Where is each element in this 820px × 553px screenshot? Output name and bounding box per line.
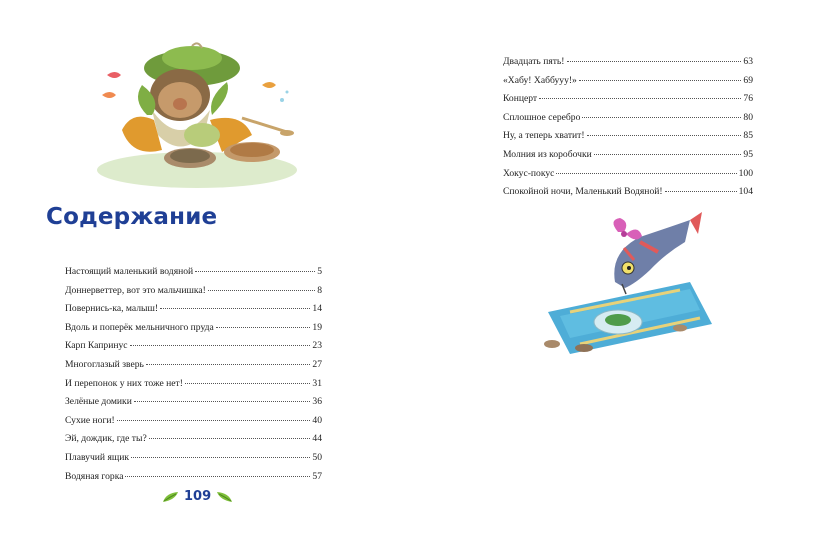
toc-entry[interactable] [65,285,322,304]
toc-entry-title: Хокус-покус [503,167,555,179]
toc-entry[interactable] [65,303,322,322]
toc-entry[interactable] [503,130,753,149]
toc-entry-title: Повернись-ка, малыш! [65,303,159,315]
page-number-value: 109 [184,489,212,504]
toc-entry-title: Карп Капринус [65,340,128,352]
dot-leader [587,135,742,136]
toc-entry-title: Плавучий ящик [65,451,130,463]
toc-entry[interactable] [65,452,322,471]
toc-entry[interactable] [503,186,753,205]
contents-heading: Содержание [46,204,218,230]
leaf-icon [215,491,233,503]
toc-entry-title: Сплошное серебро [503,111,581,123]
toc-entry-page: 31 [312,377,322,389]
toc-entry[interactable] [65,322,322,341]
dot-leader [567,61,742,62]
toc-entry[interactable] [65,433,322,452]
toc-entry-title: Эй, дождик, где ты? [65,433,147,445]
dot-leader [539,98,741,99]
toc-entry-title: Зелёные домики [65,396,132,408]
toc-entry[interactable] [503,93,753,112]
toc-entry-title: «Хабу! Хаббууу!» [503,74,577,86]
toc-left-column [65,266,322,489]
toc-entry-title: Ну, а теперь хватит! [503,130,585,142]
dot-leader [556,173,736,174]
toc-entry-page: 76 [743,93,753,105]
toc-entry-title: Сухие ноги! [65,414,115,426]
toc-entry[interactable] [65,415,322,434]
toc-entry-page: 80 [743,111,753,123]
toc-entry[interactable] [503,149,753,168]
toc-entry-title: Концерт [503,93,538,105]
page-number [162,489,233,504]
dot-leader [160,308,310,309]
toc-entry-page: 40 [312,414,322,426]
toc-entry-title: Двадцать пять! [503,56,565,67]
dot-leader [130,345,311,346]
toc-entry-title: Доннерветтер, вот это мальчишка! [65,284,206,296]
toc-entry[interactable] [503,112,753,131]
toc-entry-page: 57 [312,470,322,482]
toc-entry-title: Вдоль и поперёк мельничного пруда [65,321,214,333]
water-man-illustration [92,40,297,190]
toc-entry-page: 27 [312,358,322,370]
toc-entry[interactable] [65,266,322,285]
toc-entry-title: Настоящий маленький водяной [65,266,194,277]
dot-leader [185,383,310,384]
toc-entry-page: 50 [312,451,322,463]
toc-entry-title: Водяная горка [65,470,124,482]
toc-entry-page: 95 [743,148,753,160]
toc-entry-page: 44 [312,433,322,445]
toc-entry-page: 36 [312,396,322,408]
dot-leader [195,271,315,272]
toc-entry[interactable] [503,56,753,75]
toc-entry-page: 14 [312,303,322,315]
toc-entry-title: Спокойной ночи, Маленький Водяной! [503,186,663,198]
dot-leader [594,154,742,155]
toc-entry[interactable] [65,471,322,490]
toc-entry[interactable] [503,168,753,187]
toc-entry[interactable] [503,75,753,94]
dot-leader [117,420,311,421]
toc-entry-page: 85 [743,130,753,142]
toc-entry-page: 8 [317,284,322,296]
toc-entry-page: 63 [743,56,753,67]
toc-entry-title: Молния из коробочки [503,148,592,160]
toc-entry-page: 69 [743,74,753,86]
toc-entry-page: 23 [312,340,322,352]
dot-leader [134,401,311,402]
toc-entry[interactable] [65,396,322,415]
toc-entry[interactable] [65,359,322,378]
toc-entry-page: 19 [312,321,322,333]
dot-leader [131,457,310,458]
fish-with-bow-illustration [540,212,720,362]
toc-entry[interactable] [65,340,322,359]
dot-leader [582,117,741,118]
toc-right-column [503,56,753,205]
toc-entry[interactable] [65,378,322,397]
dot-leader [579,80,742,81]
dot-leader [146,364,310,365]
toc-entry-page: 104 [738,186,753,198]
toc-entry-page: 5 [317,266,322,277]
toc-entry-title: И перепонок у них тоже нет! [65,377,183,389]
toc-entry-page: 100 [738,167,753,179]
leaf-icon [162,491,180,503]
dot-leader [125,476,310,477]
dot-leader [216,327,311,328]
dot-leader [665,191,737,192]
dot-leader [149,438,311,439]
dot-leader [208,290,315,291]
toc-entry-title: Многоглазый зверь [65,358,144,370]
